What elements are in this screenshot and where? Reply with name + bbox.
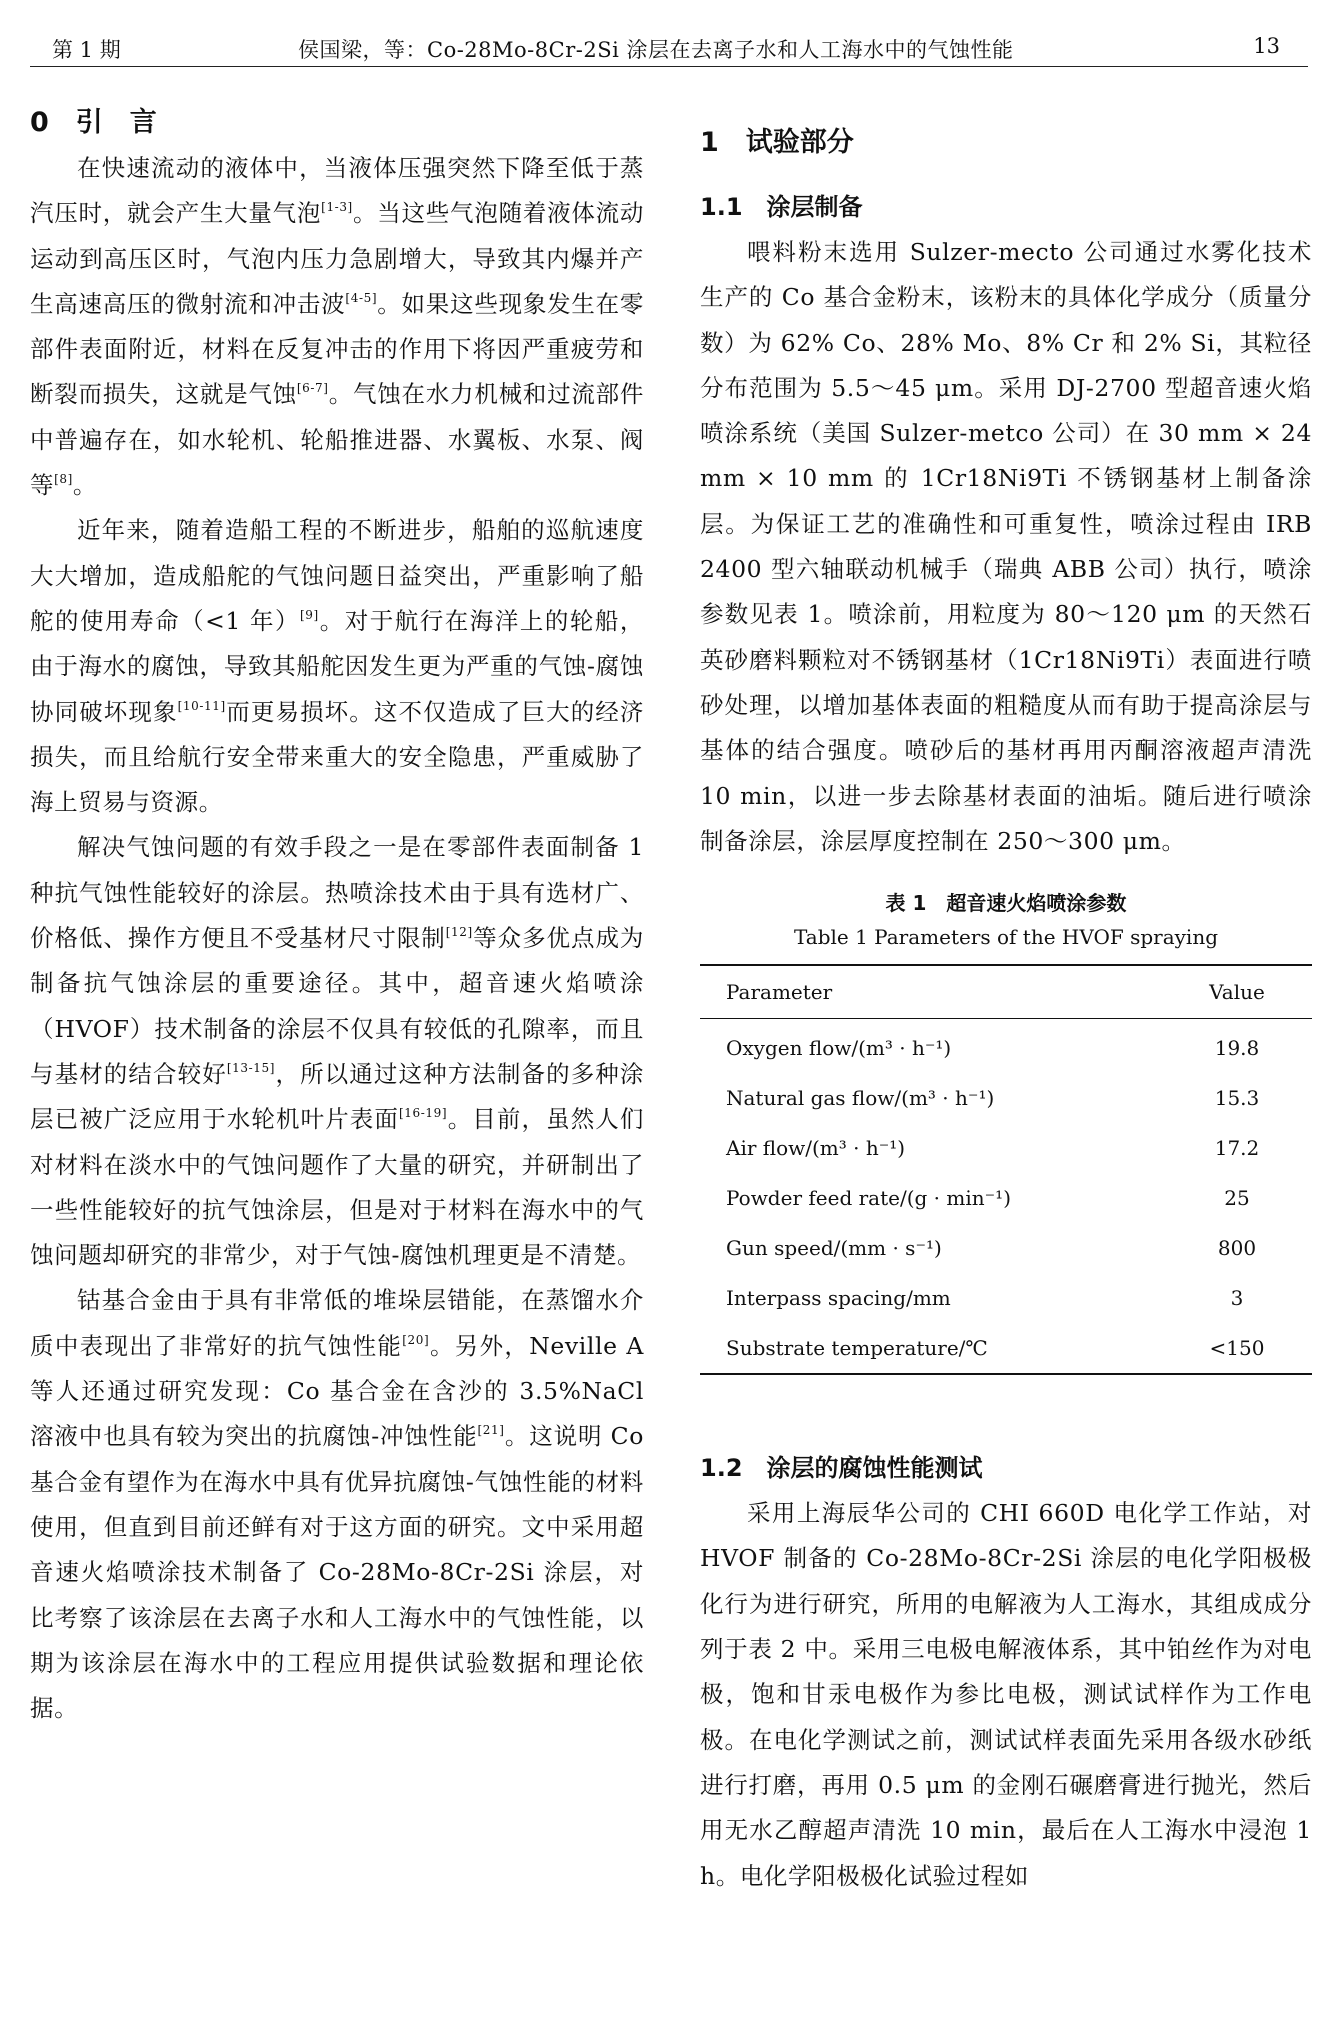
- right-column: [700, 100, 1312, 1899]
- table-row: [700, 1123, 1312, 1173]
- running-header: [30, 26, 1308, 67]
- table-caption-en: Table 1 Parameters of the HVOF spraying: [793, 925, 1218, 950]
- section-title-introduction: 0 引 言: [30, 107, 157, 138]
- running-title: 侯国梁，等：Co-28Mo-8Cr-2Si 涂层在去离子水和人工海水中的气蚀性能: [298, 38, 1014, 62]
- column-header-parameter: Parameter: [700, 965, 1162, 1019]
- page-number: 13: [1253, 34, 1280, 58]
- parameter-cell: Natural gas flow/(m³ · h⁻¹): [726, 1086, 995, 1111]
- citation: [4-5]: [345, 290, 378, 305]
- citation: [21]: [477, 1423, 505, 1438]
- column-header-value: Value: [1162, 965, 1312, 1019]
- value-cell: 3: [1230, 1286, 1244, 1311]
- citation: [6-7]: [296, 381, 329, 396]
- text-run: 。对于航行在海洋上的轮船，由于海水的腐蚀，导致其船舵因发生更为严重的气蚀-腐蚀协同破坏现象: [30, 606, 645, 726]
- parameter-cell: Air flow/(m³ · h⁻¹): [726, 1136, 906, 1161]
- text-run: 。目前，虽然人们对材料在淡水中的气蚀问题作了大量的研究，并研制出了一些性能较好的抗气蚀涂层，但是对于材料在海水中的气蚀问题却研究的非常少，对于气蚀-腐蚀机理更是不清楚。: [30, 1105, 644, 1270]
- table-row: [700, 1323, 1312, 1374]
- text-run: ，所以通过这种方法制备的多种涂层已被广泛应用于水轮机叶片表面: [30, 1059, 644, 1134]
- subsection-title-corrosion-test: 1.2 涂层的腐蚀性能测试: [700, 1454, 983, 1483]
- text-run: 。: [72, 471, 98, 500]
- parameter-cell: Powder feed rate/(g · min⁻¹): [726, 1186, 1011, 1211]
- hvof-parameters-table: [700, 964, 1312, 1375]
- text-run: 。如果这些现象发生在零部件表面附近，材料在反复冲击的作用下将因严重疲劳和断裂而损失，这就是气蚀: [30, 289, 644, 409]
- table-caption-cn: 表 1 超音速火焰喷涂参数: [885, 891, 1127, 916]
- table-row: [700, 1019, 1312, 1074]
- text-run: 等众多优点成为制备抗气蚀涂层的重要途径。其中，超音速火焰喷涂（HVOF）技术制备的涂层不仅具有较低的孔隙率，而且与基材的结合较好: [30, 924, 645, 1088]
- left-column: [30, 100, 644, 1731]
- text-run: 在快速流动的液体中，当液体压强突然下降至低于蒸汽压时，就会产生大量气泡: [30, 154, 644, 228]
- text-run: 钴基合金由于具有非常低的堆垛层错能，在蒸馏水介质中表现出了非常好的抗气蚀性能: [30, 1286, 644, 1360]
- intro-paragraph-2: [30, 508, 644, 825]
- citation: [8]: [54, 472, 73, 487]
- value-cell: <150: [1162, 1323, 1312, 1374]
- text-run: 解决气蚀问题的有效手段之一是在零部件表面制备 1 种抗气蚀性能较好的涂层。热喷涂技术由于具有选材广、价格低、操作方便且不受基材尺寸限制: [30, 833, 644, 953]
- text-run: 。当这些气泡随着液体流动运动到高压区时，气泡内压力急剧增大，导致其内爆并产生高速高压的微射流和冲击波: [30, 199, 644, 318]
- intro-paragraph-4: [30, 1278, 644, 1731]
- intro-paragraph-3: [30, 825, 644, 1278]
- subsection-title-coating-preparation: 1.1 涂层制备: [700, 193, 863, 221]
- value-cell: 15.3: [1214, 1086, 1260, 1111]
- section-title-experiment: 1 试验部分: [700, 127, 854, 158]
- parameter-cell: Substrate temperature/℃: [700, 1323, 1162, 1374]
- citation: [16-19]: [399, 1106, 448, 1121]
- intro-paragraph-1: [30, 146, 644, 508]
- issue-number: 第 1 期: [52, 38, 121, 62]
- citation: [20]: [402, 1332, 430, 1347]
- table-header-row: [700, 965, 1312, 1019]
- table-row: [700, 1273, 1312, 1323]
- text-run: 而更易损坏。这不仅造成了巨大的经济损失，而且给航行安全带来重大的安全隐患，严重威胁了海上贸易与资源。: [30, 697, 644, 817]
- citation: [9]: [299, 607, 319, 622]
- citation: [12]: [445, 925, 473, 940]
- citation: [10-11]: [177, 698, 226, 713]
- corrosion-test-paragraph: 采用上海辰华公司的 CHI 660D 电化学工作站，对 HVOF 制备的 Co-28Mo-8Cr-2Si 涂层的电化学阳极极化行为进行研究，所用的电解液为人工海水，其组成成分列于表 2 中。采用三电极电解液体系，其中铂丝作为对电极，饱和甘汞电极作为参比电极，测试试样作为工作电极。在电化学测试之前，测试试样表面先采用各级水砂纸进行打磨，再用 0.5 μm 的金刚石碾磨膏进行抛光，然后用无水乙醇超声清洗 10 min，最后在人工海水中浸泡 1 h。电化学阳极极化试验过程如: [700, 1499, 1312, 1890]
- text-run: 。这说明 Co 基合金有望作为在海水中具有优异抗腐蚀-气蚀性能的材料使用，但直到目前还鲜有对于这方面的研究。文中采用超音速火焰喷涂技术制备了 Co-28Mo-8Cr-2Si 涂层，对比考察了该涂层在去离子水和人工海水中的气蚀性能，以期为该涂层在海水中的工程应用提供试验数据和理论依据。: [30, 1422, 644, 1723]
- value-cell: 25: [1224, 1186, 1250, 1211]
- citation: [1-3]: [321, 200, 353, 215]
- citation: [13-15]: [226, 1060, 275, 1075]
- value-cell: 800: [1217, 1236, 1257, 1261]
- text-run: 。另外，Neville A 等人还通过研究发现：Co 基合金在含沙的 3.5%NaCl 溶液中也具有较为突出的抗腐蚀-冲蚀性能: [30, 1331, 644, 1451]
- parameter-cell: Oxygen flow/(m³ · h⁻¹): [726, 1036, 952, 1061]
- table-row: [700, 1223, 1312, 1273]
- text-run: 近年来，随着造船工程的不断进步，船舶的巡航速度大大增加，造成船舵的气蚀问题日益突出，严重影响了船舵的使用寿命（<1 年）: [30, 516, 644, 635]
- value-cell: 17.2: [1214, 1136, 1260, 1161]
- table-row: [700, 1073, 1312, 1123]
- parameter-cell: Gun speed/(mm · s⁻¹): [726, 1236, 942, 1261]
- value-cell: 19.8: [1214, 1036, 1260, 1061]
- coating-preparation-paragraph: 喂料粉末选用 Sulzer-mecto 公司通过水雾化技术生产的 Co 基合金粉末，该粉末的具体化学成分（质量分数）为 62% Co、28% Mo、8% Cr 和 2% Si，其粒径分布范围为 5.5～45 μm。采用 DJ-2700 型超音速火焰喷涂系统（美国 Sulzer-metco 公司）在 30 mm × 24 mm × 10 mm 的 1Cr18Ni9Ti 不锈钢基材上制备涂层。为保证工艺的准确性和可重复性，喷涂过程由 IRB 2400 型六轴联动机械手（瑞典 ABB 公司）执行，喷涂参数见表 1。喷涂前，用粒度为 80～120 μm 的天然石英砂磨料颗粒对不锈钢基材（1Cr18Ni9Ti）表面进行喷砂处理，以增加基体表面的粗糙度从而有助于提高涂层与基体的结合强度。喷砂后的基材再用丙酮溶液超声清洗 10 min，以进一步去除基材表面的油垢。随后进行喷涂制备涂层，涂层厚度控制在 250～300 μm。: [700, 238, 1312, 855]
- parameter-cell: Interpass spacing/mm: [726, 1286, 951, 1311]
- table-row: [700, 1173, 1312, 1223]
- text-run: 。气蚀在水力机械和过流部件中普遍存在，如水轮机、轮船推进器、水翼板、水泵、阀等: [30, 380, 644, 500]
